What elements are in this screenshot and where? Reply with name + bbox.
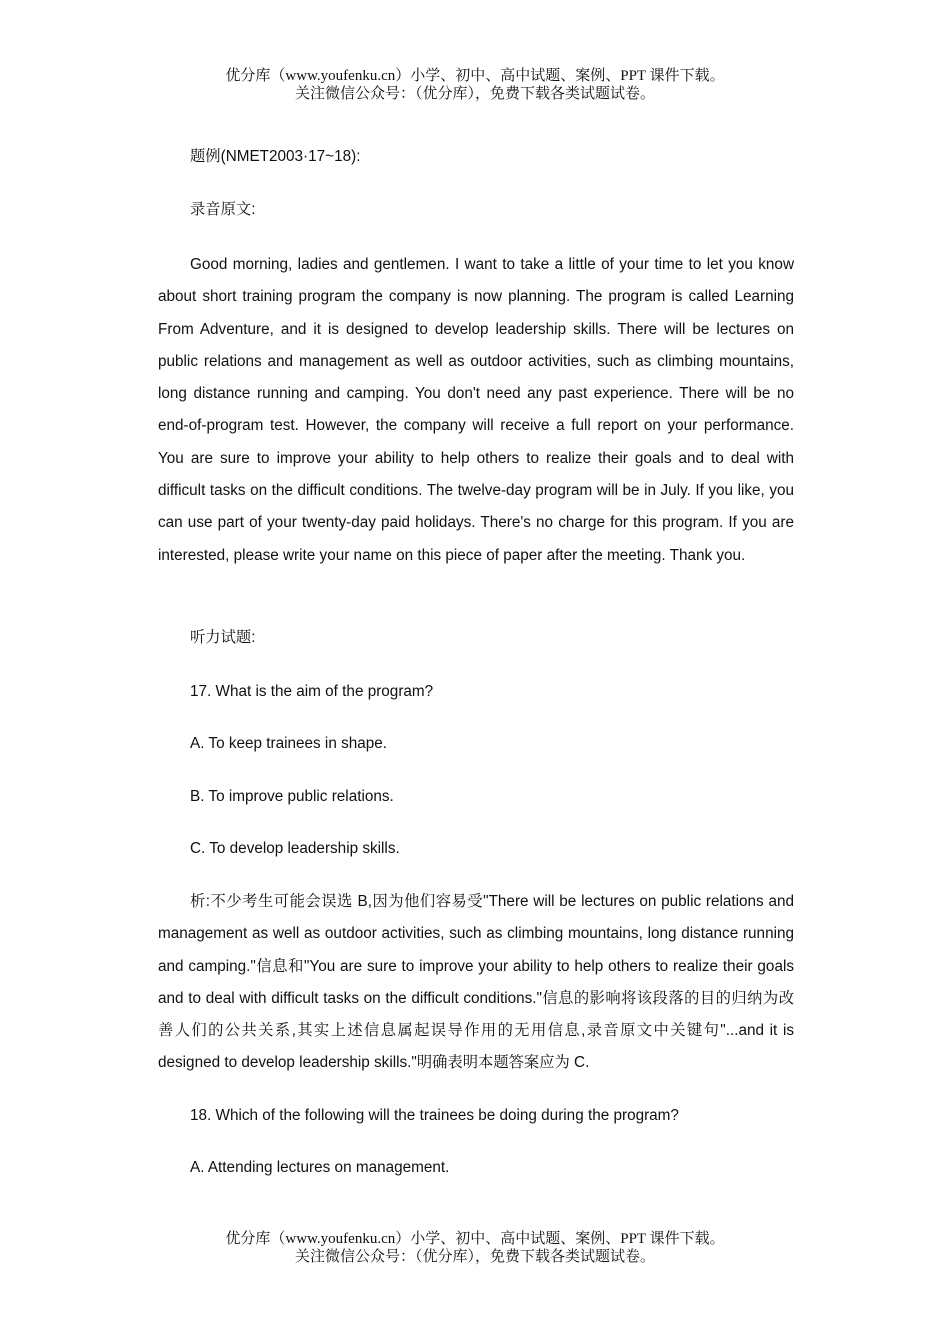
q18-option-a: A. Attending lectures on management. <box>190 1159 450 1176</box>
q17-option-c: C. To develop leadership skills. <box>190 840 400 857</box>
q17-option-b: B. To improve public relations. <box>190 788 394 805</box>
header-line-1: 优分库（www.youfenku.cn）小学、初中、高中试题、案例、PPT 课件下载。 <box>225 68 725 84</box>
question-17: 17. What is the aim of the program? <box>190 683 434 700</box>
footer-line-2: 关注微信公众号：（优分库），免费下载各类试题试卷。 <box>294 1249 655 1265</box>
footer-line-1: 优分库（www.youfenku.cn）小学、初中、高中试题、案例、PPT 课件下载。 <box>225 1231 725 1247</box>
transcript-paragraph: Good morning, ladies and gentlemen. I want to take a little of your time to let you know about short training program the company is now planning. The program is called Learning From Adventure, and it is designed to develop leadership skills. There will be lectures on public relations and management as well as outdoor activities, such as climbing mountains, long distance running and camping. You don't need any past experience. There will be no end-of-program test. However, the company will receive a full report on your performance. You are sure to improve your ability to help others to realize their goals and to deal with difficult tasks on the difficult conditions. The twelve-day program will be in July. If you like, you can use part of your twenty-day paid holidays. There's no charge for this program. If you are interested, please write your name on this piece of paper after the meeting. Thank you. <box>158 256 794 564</box>
q17-option-a: A. To keep trainees in shape. <box>190 735 388 752</box>
analysis-paragraph: 析:不少考生可能会误选 B,因为他们容易受"There will be lectures on public relations and management as well as outdoor activities, such as climbing mountains, long distance running and camping."信息和"You are sure to improve your ability to help others to realize their goals and to deal with difficult tasks on the difficult conditions."信息的影响将该段落的目的归纳为改善人们的公共关系,其实上述信息属起误导作用的无用信息,录音原文中关键句"...and it is designed to develop leadership skills."明确表明本题答案应为 C. <box>158 893 794 1072</box>
transcript-label: 录音原文: <box>190 201 256 218</box>
question-18: 18. Which of the following will the trainees be doing during the program? <box>190 1107 679 1124</box>
page-header <box>0 67 950 103</box>
questions-label: 听力试题: <box>190 629 256 646</box>
page-footer <box>0 1230 950 1266</box>
header-line-2: 关注微信公众号：（优分库），免费下载各类试题试卷。 <box>294 86 655 102</box>
example-label: 题例(NMET2003·17~18): <box>190 148 361 165</box>
